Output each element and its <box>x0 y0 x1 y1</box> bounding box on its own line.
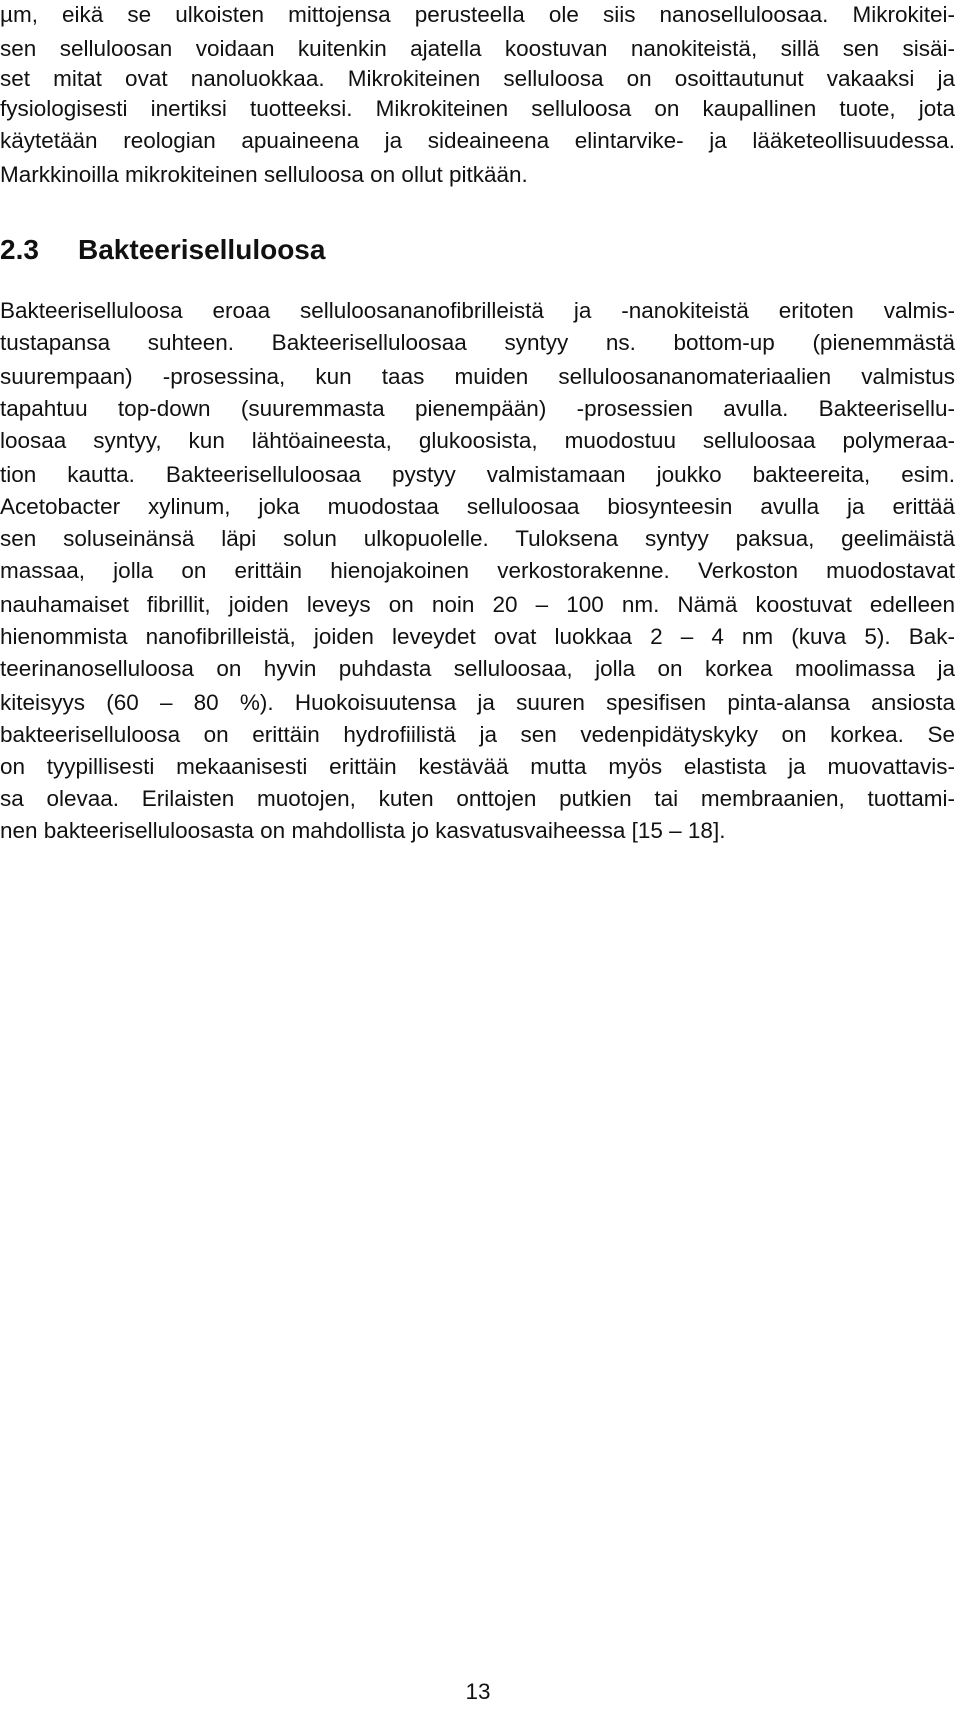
text-line: µm, eikä se ulkoisten mittojensa perusteella ole siis nanoselluloosaa. Mikrokitei- <box>0 2 955 27</box>
section-number: 2.3 <box>0 234 39 265</box>
text-line: tapahtuu top-down (suuremmasta pienempään) -prosessien avulla. Bakteerisellu- <box>0 396 955 421</box>
text-line: sa olevaa. Erilaisten muotojen, kuten onttojen putkien tai membraanien, tuottami- <box>0 786 955 811</box>
text-line: nen bakteeriselluloosasta on mahdollista jo kasvatusvaiheessa [15 – 18]. <box>0 818 726 843</box>
text-line: Acetobacter xylinum, joka muodostaa selluloosaa biosynteesin avulla ja erittää <box>0 494 955 519</box>
text-line: tion kautta. Bakteeriselluloosaa pystyy valmistamaan joukko bakteereita, esim. <box>0 462 955 487</box>
text-line: massaa, jolla on erittäin hienojakoinen verkostorakenne. Verkoston muodostavat <box>0 558 955 583</box>
text-line: Markkinoilla mikrokiteinen selluloosa on ollut pitkään. <box>0 162 528 187</box>
text-line: käytetään reologian apuaineena ja sideaineena elintarvike- ja lääketeollisuudessa. <box>0 128 955 153</box>
text-line: kiteisyys (60 – 80 %). Huokoisuutensa ja suuren spesifisen pinta-alansa ansiosta <box>0 690 955 715</box>
text-line: Bakteeriselluloosa eroaa selluloosananofibrilleistä ja -nanokiteistä eritoten valmis- <box>0 298 955 323</box>
section-title: Bakteeriselluloosa <box>78 234 326 265</box>
text-line: fysiologisesti inertiksi tuotteeksi. Mikrokiteinen selluloosa on kaupallinen tuote, jota <box>0 96 955 121</box>
text-line: sen selluloosan voidaan kuitenkin ajatella koostuvan nanokiteistä, sillä sen sisäi- <box>0 36 955 61</box>
text-line: loosaa syntyy, kun lähtöaineesta, glukoosista, muodostuu selluloosaa polymeraa- <box>0 428 955 453</box>
text-line: hienommista nanofibrilleistä, joiden leveydet ovat luokkaa 2 – 4 nm (kuva 5). Bak- <box>0 624 955 649</box>
text-line: set mitat ovat nanoluokkaa. Mikrokiteinen selluloosa on osoittautunut vakaaksi ja <box>0 66 955 91</box>
text-line: on tyypillisesti mekaanisesti erittäin kestävää mutta myös elastista ja muovattavis- <box>0 754 955 779</box>
text-line: nauhamaiset fibrillit, joiden leveys on noin 20 – 100 nm. Nämä koostuvat edelleen <box>0 592 955 617</box>
page-number <box>0 1677 960 1707</box>
page-number-text: 13 <box>465 1679 491 1704</box>
text-line: teerinanoselluloosa on hyvin puhdasta selluloosaa, jolla on korkea moolimassa ja <box>0 656 955 681</box>
text-line: bakteeriselluloosa on erittäin hydrofiilistä ja sen vedenpidätyskyky on korkea. Se <box>0 722 955 747</box>
text-line: sen soluseinänsä läpi solun ulkopuolelle. Tuloksena syntyy paksua, geelimäistä <box>0 526 955 551</box>
text-line: suurempaan) -prosessina, kun taas muiden selluloosananomateriaalien valmistus <box>0 364 955 389</box>
section-heading <box>0 232 325 268</box>
text-line: tustapansa suhteen. Bakteeriselluloosaa syntyy ns. bottom-up (pienemmästä <box>0 330 955 355</box>
